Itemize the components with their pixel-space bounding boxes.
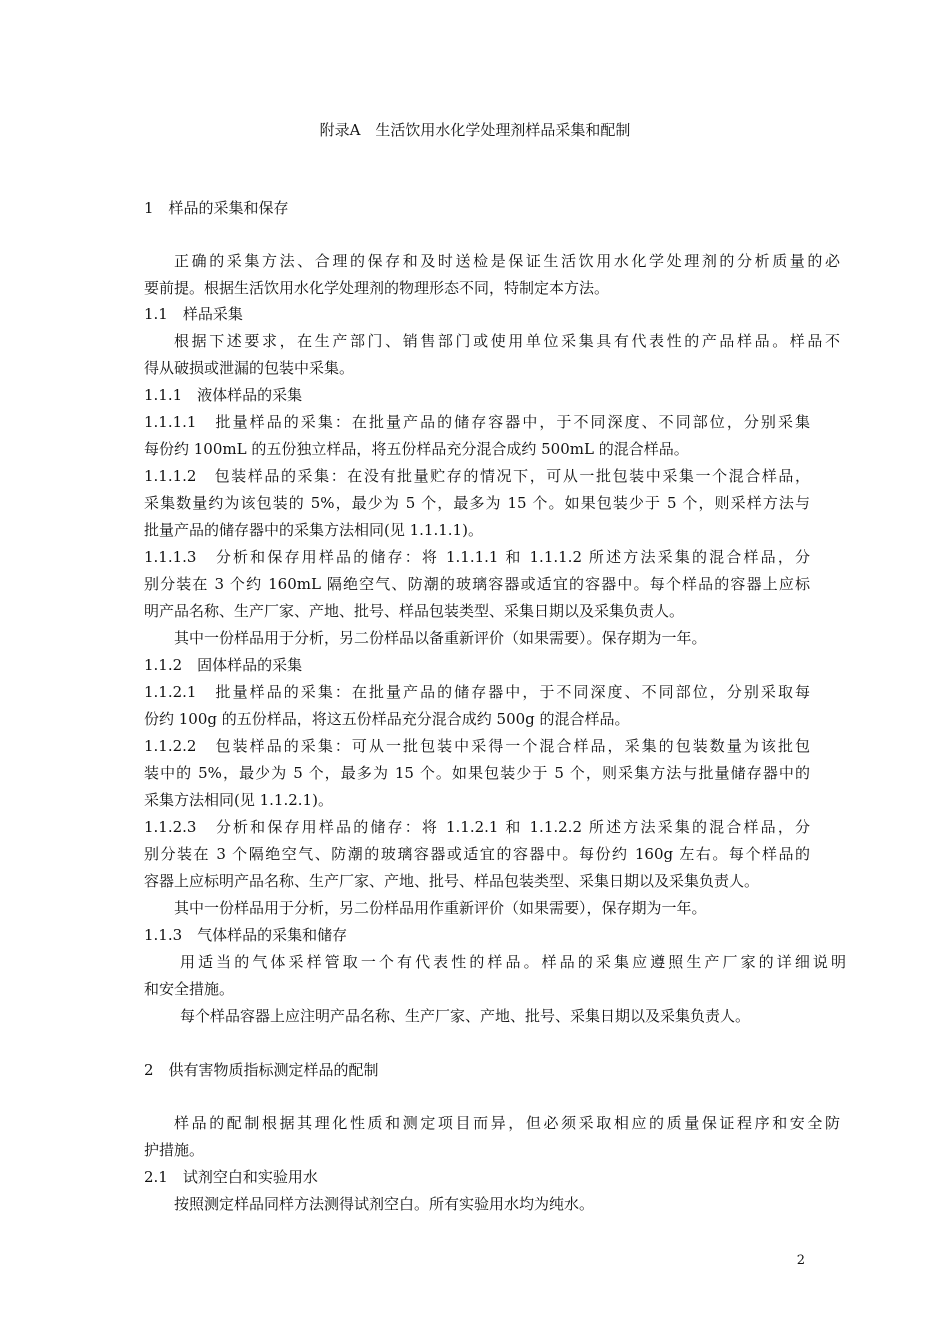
paragraph-line: 正确的采集方法、合理的保存和及时送检是保证生活饮用水化学处理剂的分析质量的必: [174, 252, 840, 270]
paragraph-line: 每个样品容器上应注明产品名称、生产厂家、产地、批号、采集日期以及采集负责人。: [180, 1007, 751, 1025]
paragraph-line: 1.1.2.3 分析和保存用样品的储存：将 1.1.2.1 和 1.1.2.2 所述方法采集的混合样品，分: [144, 818, 810, 836]
paragraph-line: 明产品名称、生产厂家、产地、批号、样品包装类型、采集日期以及采集负责人。: [144, 602, 685, 620]
paragraph-line: 其中一份样品用于分析，另二份样品用作重新评价（如果需要），保存期为一年。: [174, 899, 707, 917]
subsection-heading-1-1-2: 1.1.2 固体样品的采集: [144, 656, 303, 674]
paragraph-line: 和安全措施。: [144, 980, 235, 998]
section-heading-2: 2 供有害物质指标测定样品的配制: [144, 1061, 379, 1079]
paragraph-line: 按照测定样品同样方法测得试剂空白。所有实验用水均为纯水。: [174, 1195, 595, 1213]
subsection-heading-1-1: 1.1 样品采集: [144, 305, 243, 323]
paragraph-line: 别分装在 3 个隔绝空气、防潮的玻璃容器或适宜的容器中。每份约 160g 左右。每个样品的: [144, 845, 810, 863]
paragraph-line: 1.1.2.2 包装样品的采集：可从一批包装中采得一个混合样品，采集的包装数量为该批包: [144, 737, 810, 755]
paragraph-line: 用适当的气体采样管取一个有代表性的样品。样品的采集应遵照生产厂家的详细说明: [180, 953, 846, 971]
paragraph-line: 装中的 5%，最少为 5 个，最多为 15 个。如果包装少于 5 个，则采集方法与批量储存器中的: [144, 764, 810, 782]
section-heading-1: 1 样品的采集和保存: [144, 199, 289, 217]
paragraph-line: 根据下述要求，在生产部门、销售部门或使用单位采集具有代表性的产品样品。样品不: [174, 332, 840, 350]
appendix-title: 附录A 生活饮用水化学处理剂样品采集和配制: [319, 121, 631, 139]
paragraph-line: 1.1.1.3 分析和保存用样品的储存：将 1.1.1.1 和 1.1.1.2 所述方法采集的混合样品，分: [144, 548, 810, 566]
paragraph-line: 容器上应标明产品名称、生产厂家、产地、批号、样品包装类型、采集日期以及采集负责人。: [144, 872, 760, 890]
paragraph-line: 要前提。根据生活饮用水化学处理剂的物理形态不同，特制定本方法。: [144, 279, 610, 297]
paragraph-line: 样品的配制根据其理化性质和测定项目而异，但必须采取相应的质量保证程序和安全防: [174, 1114, 840, 1132]
page-number: 2: [796, 1253, 805, 1268]
subsection-heading-1-1-3: 1.1.3 气体样品的采集和储存: [144, 926, 348, 944]
subsection-heading-2-1: 2.1 试剂空白和实验用水: [144, 1168, 318, 1186]
paragraph-line: 1.1.1.2 包装样品的采集：在没有批量贮存的情况下，可从一批包装中采集一个混合样品，: [144, 467, 810, 485]
paragraph-line: 别分装在 3 个约 160mL 隔绝空气、防潮的玻璃容器或适宜的容器中。每个样品的容器上应标: [144, 575, 810, 593]
paragraph-line: 采集方法相同(见 1.1.2.1)。: [144, 791, 333, 809]
paragraph-line: 其中一份样品用于分析，另二份样品以备重新评价（如果需要）。保存期为一年。: [174, 629, 707, 647]
paragraph-line: 1.1.2.1 批量样品的采集：在批量产品的储存器中，于不同深度、不同部位，分别采取每: [144, 683, 810, 701]
paragraph-line: 护措施。: [144, 1141, 205, 1159]
paragraph-line: 批量产品的储存器中的采集方法相同(见 1.1.1.1)。: [144, 521, 483, 539]
paragraph-line: 份约 100g 的五份样品，将这五份样品充分混合成约 500g 的混合样品。: [144, 710, 630, 728]
paragraph-line: 得从破损或泄漏的包装中采集。: [144, 359, 355, 377]
subsection-heading-1-1-1: 1.1.1 液体样品的采集: [144, 386, 303, 404]
paragraph-line: 采集数量约为该包装的 5%，最少为 5 个，最多为 15 个。如果包装少于 5 个，则采样方法与: [144, 494, 810, 512]
paragraph-line: 每份约 100mL 的五份独立样品，将五份样品充分混合成约 500mL 的混合样品。: [144, 440, 689, 458]
paragraph-line: 1.1.1.1 批量样品的采集：在批量产品的储存容器中，于不同深度、不同部位，分别采集: [144, 413, 810, 431]
